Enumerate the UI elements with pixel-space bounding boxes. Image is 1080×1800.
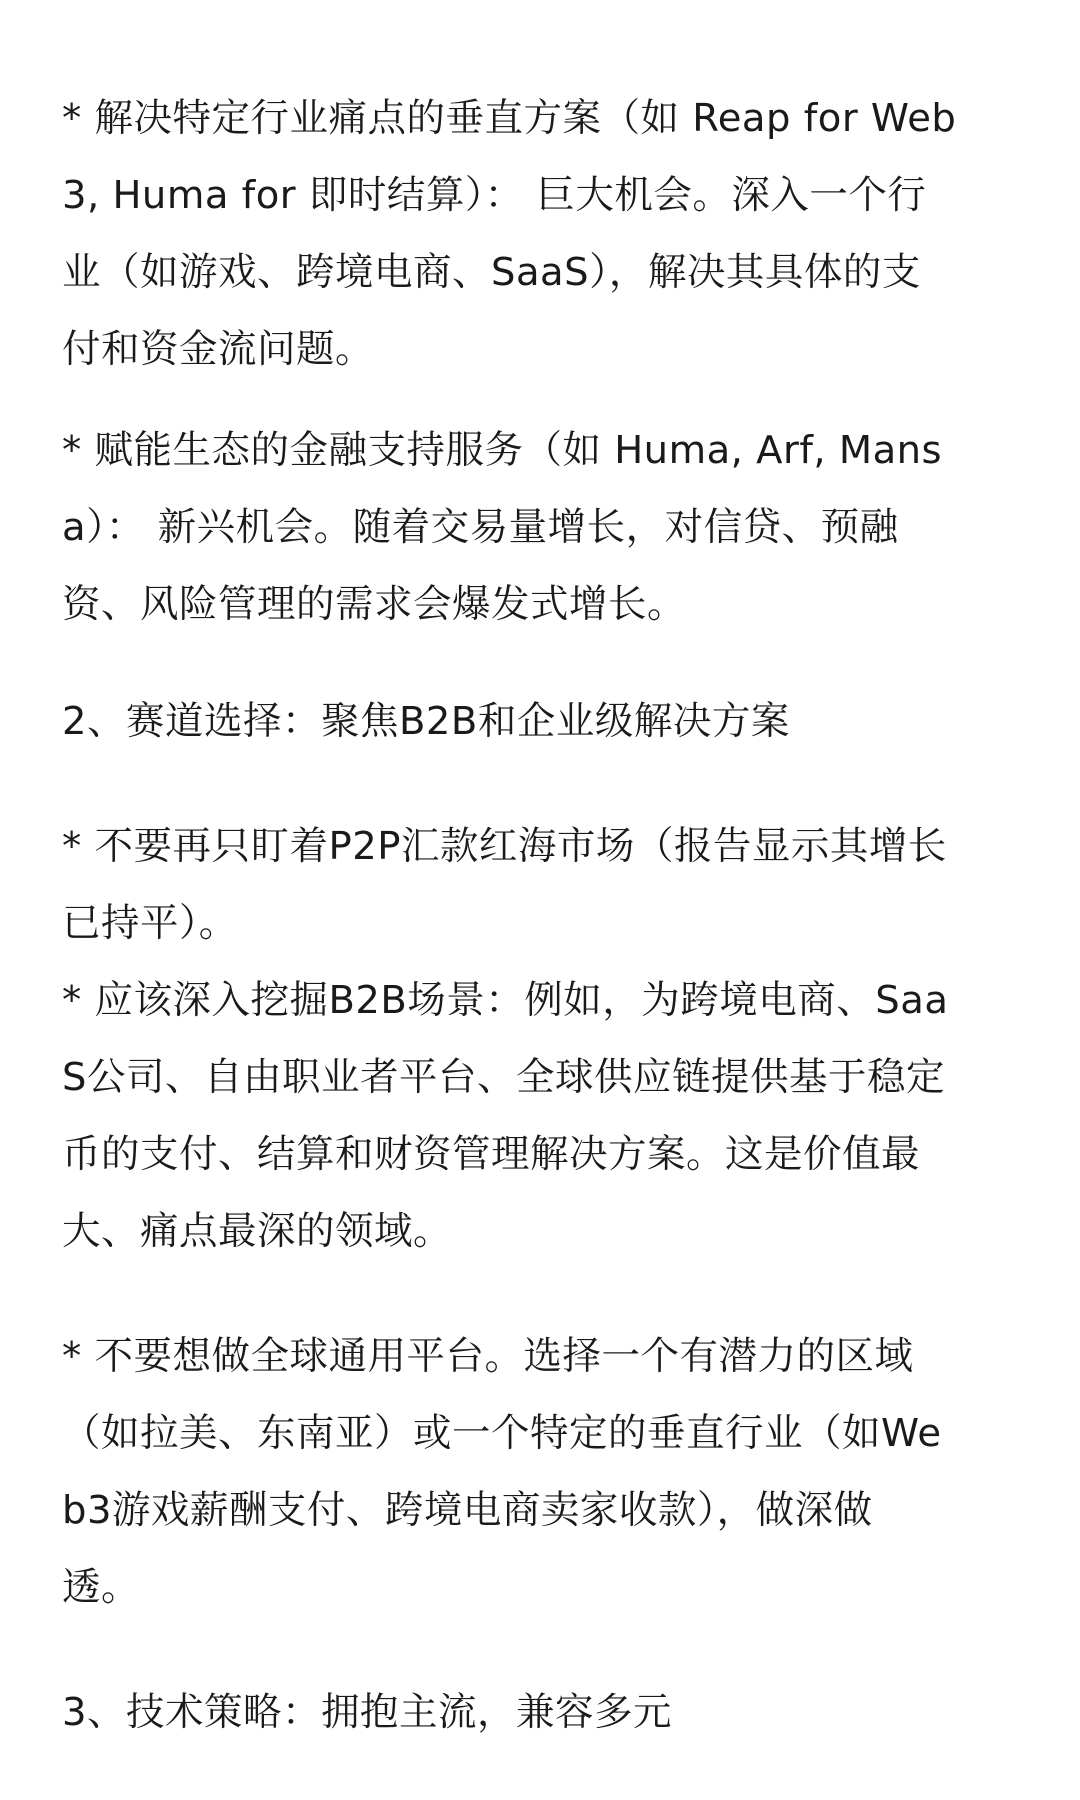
paragraph-avoid-p2p — [62, 808, 1022, 962]
section-heading-tech-strategy — [62, 1674, 1022, 1751]
text-line: 大、痛点最深的领域。 — [62, 1209, 453, 1254]
text-line: 付和资金流问题。 — [62, 327, 375, 372]
text-line: * 应该深入挖掘B2B场景：例如，为跨境电商、Saa — [62, 978, 949, 1023]
section-heading-text: 3、技术策略：拥抱主流，兼容多元 — [62, 1690, 672, 1735]
paragraph-vertical-solutions — [62, 80, 1022, 388]
text-line: * 解决特定行业痛点的垂直方案（如 Reap for Web — [62, 96, 957, 141]
text-line: 透。 — [62, 1565, 141, 1610]
text-line: a）： 新兴机会。随着交易量增长，对信贷、预融 — [62, 505, 899, 550]
article-body — [62, 80, 1022, 1751]
text-line: （如拉美、东南亚）或一个特定的垂直行业（如We — [62, 1411, 942, 1456]
paragraph-focus-region — [62, 1318, 1022, 1626]
text-line: 已持平）。 — [62, 901, 238, 946]
text-line: * 不要再只盯着P2P汇款红海市场（报告显示其增长 — [62, 824, 947, 869]
section-heading-text: 2、赛道选择：聚焦B2B和企业级解决方案 — [62, 699, 790, 744]
section-heading-track-selection — [62, 683, 1022, 760]
text-line: S公司、自由职业者平台、全球供应链提供基于稳定 — [62, 1055, 945, 1100]
paragraph-financial-services — [62, 412, 1022, 643]
text-line: 3, Huma for 即时结算）： 巨大机会。深入一个行 — [62, 173, 927, 218]
text-line: b3游戏薪酬支付、跨境电商卖家收款），做深做 — [62, 1488, 873, 1533]
text-line: * 不要想做全球通用平台。选择一个有潜力的区域 — [62, 1334, 914, 1379]
text-line: 币的支付、结算和财资管理解决方案。这是价值最 — [62, 1132, 921, 1177]
text-line: * 赋能生态的金融支持服务（如 Huma, Arf, Mans — [62, 428, 943, 473]
text-line: 业（如游戏、跨境电商、SaaS），解决其具体的支 — [62, 250, 921, 295]
paragraph-b2b-scenarios — [62, 962, 1022, 1270]
text-line: 资、风险管理的需求会爆发式增长。 — [62, 582, 687, 627]
